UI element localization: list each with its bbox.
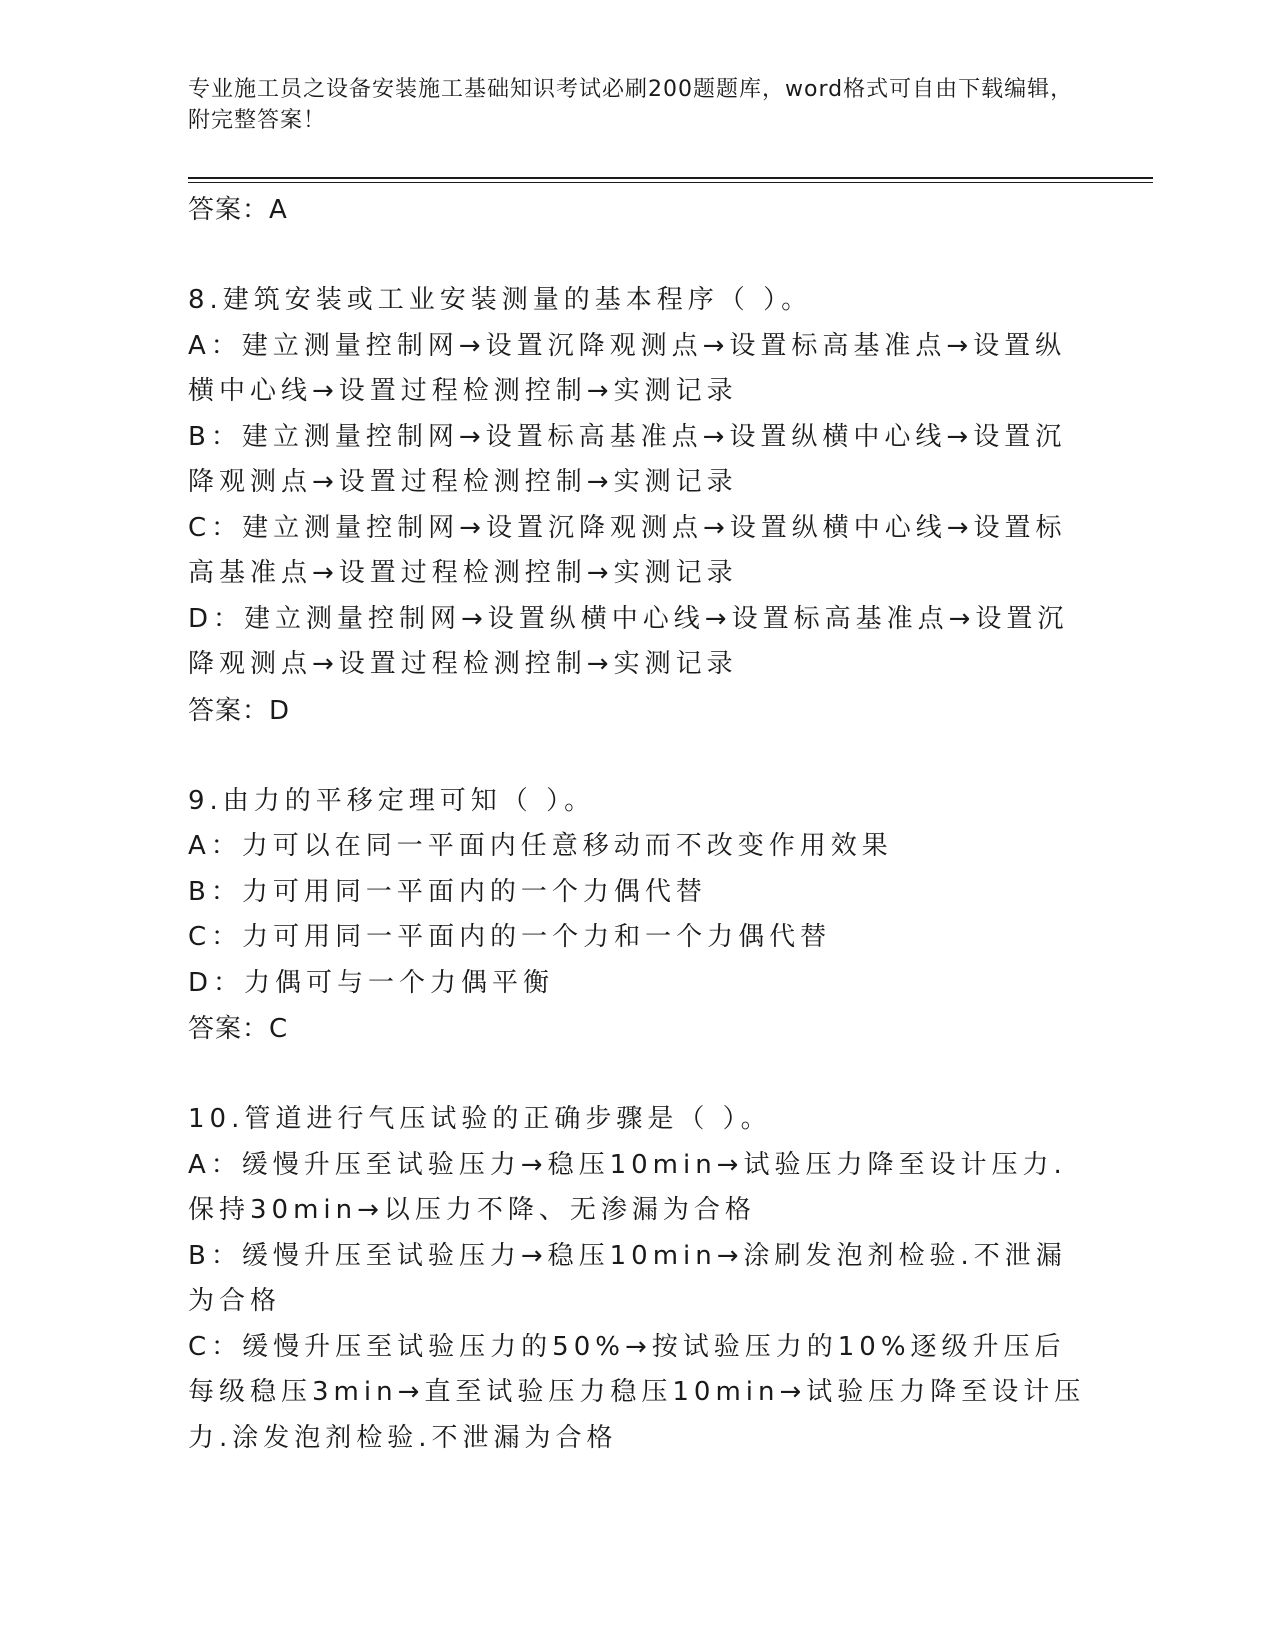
option-d: D：力偶可与一个力偶平衡 [188,967,555,998]
option-d: D：建立测量控制网→设置纵横中心线→设置标高基准点→设置沉降观测点→设置过程检测控制→实测记录 [188,603,1069,679]
option-a: A：力可以在同一平面内任意移动而不改变作用效果 [188,831,893,861]
question-list [188,187,1088,1461]
option-a: A：缓慢升压至试验压力→稳压10min→试验压力降至设计压力.保持30min→以压力不降、无渗漏为合格 [188,1149,1067,1225]
answer-line: 答案：C [188,1014,289,1044]
answer-line: 答案：D [188,695,291,726]
question-stem: 10.管道进行气压试验的正确步骤是（ ）。 [188,1104,772,1134]
question-item [188,278,1088,734]
answer-line: 答案：A [188,195,288,225]
question-item [188,1097,1088,1461]
document-header: 专业施工员之设备安装施工基础知识考试必刷200题题库，word格式可自由下载编辑，附完整答案！ [188,77,1074,133]
option-b: B：建立测量控制网→设置标高基准点→设置纵横中心线→设置沉降观测点→设置过程检测控制→实测记录 [188,421,1067,497]
header-rule [188,177,1153,179]
question-stem: 9.由力的平移定理可知（ ）。 [188,785,596,816]
option-c: C：建立测量控制网→设置沉降观测点→设置纵横中心线→设置标高基准点→设置过程检测控制→实测记录 [188,512,1067,588]
option-b: B：缓慢升压至试验压力→稳压10min→涂刷发泡剂检验.不泄漏为合格 [188,1240,1067,1316]
option-c: C：缓慢升压至试验压力的50%→按试验压力的10%逐级升压后每级稳压3min→直至试验压力稳压10min→试验压力降至设计压力.涂发泡剂检验.不泄漏为合格 [188,1331,1086,1453]
option-b: B：力可用同一平面内的一个力偶代替 [188,876,707,907]
option-a: A：建立测量控制网→设置沉降观测点→设置标高基准点→设置纵横中心线→设置过程检测控制→实测记录 [188,330,1067,406]
header-rule-thin [188,182,1153,183]
question-item [188,779,1088,1053]
question-stem: 8.建筑安装或工业安装测量的基本程序（ ）。 [188,285,813,315]
option-c: C：力可用同一平面内的一个力和一个力偶代替 [188,922,832,952]
